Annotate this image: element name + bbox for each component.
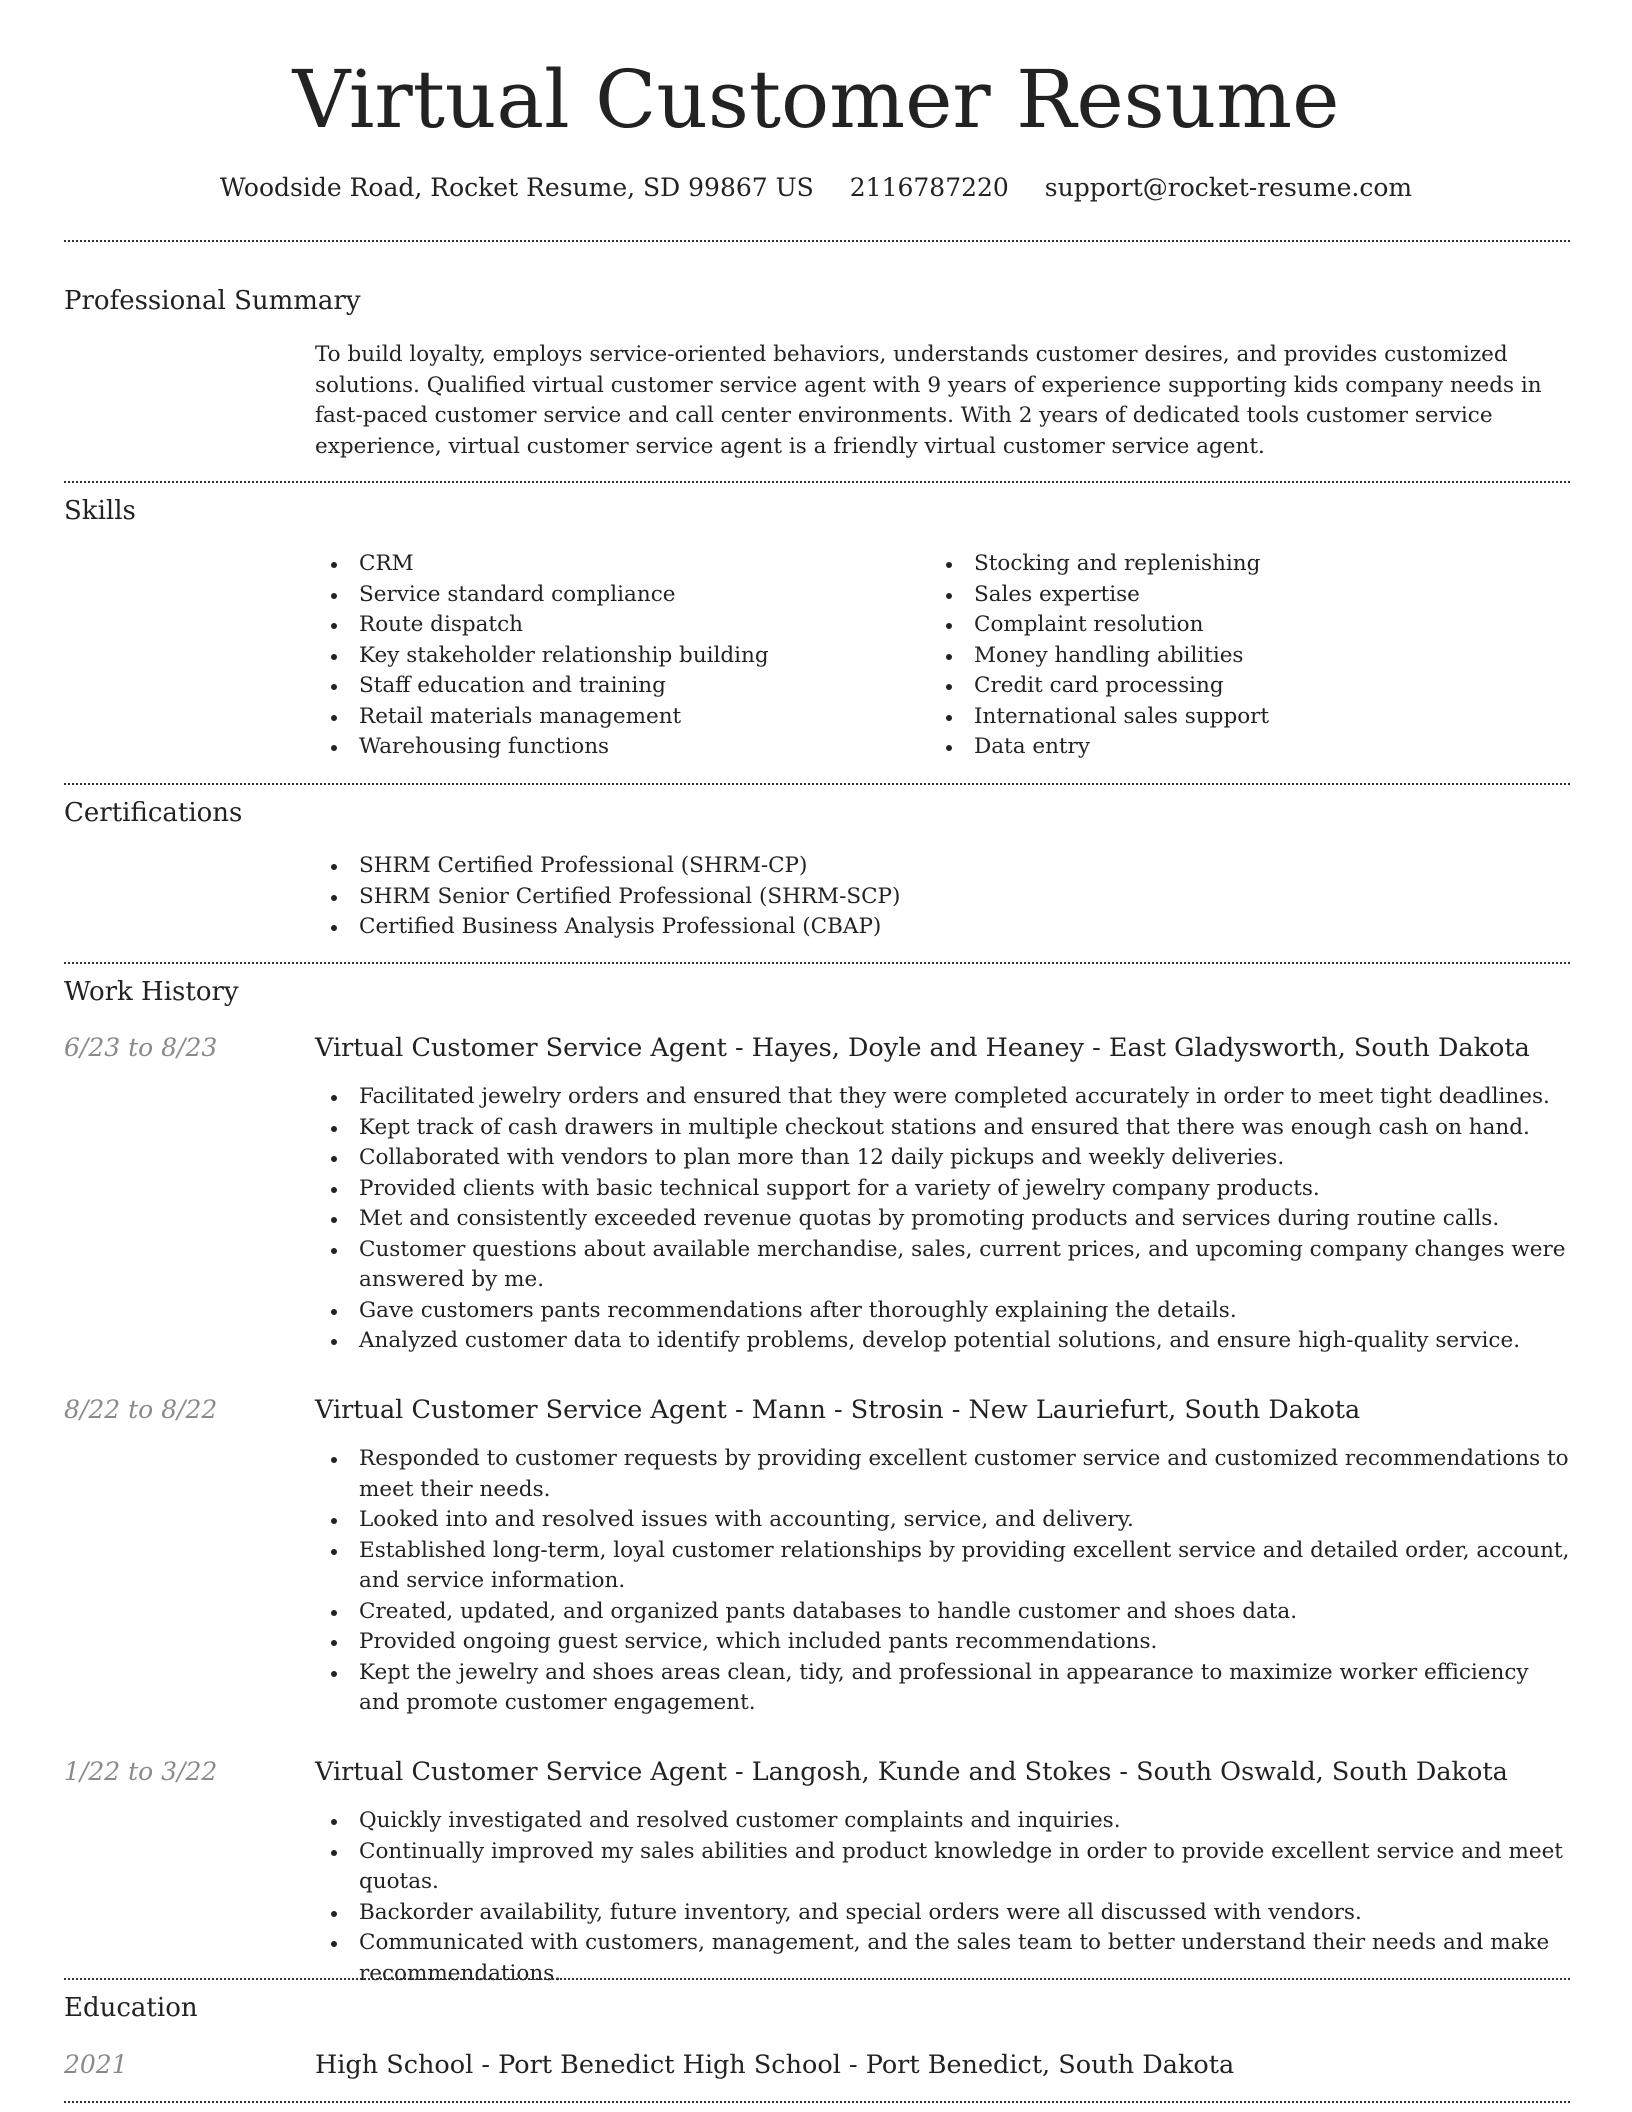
work-history-heading: Work History	[64, 977, 239, 1007]
divider	[64, 783, 1570, 785]
job-bullet: Responded to customer requests by providing excellent customer service and customized recommendations to meet their needs.	[315, 1444, 1570, 1505]
job-bullet: Quickly investigated and resolved customer complaints and inquiries.	[315, 1806, 1570, 1837]
skill-item: Key stakeholder relationship building	[315, 641, 915, 672]
job-title: Virtual Customer Service Agent - Mann - Strosin - New Lauriefurt, South Dakota	[315, 1395, 1361, 1425]
divider	[64, 2101, 1570, 2103]
phone: 2116787220	[849, 173, 1009, 202]
education-heading: Education	[64, 1993, 198, 2023]
skill-item: Retail materials management	[315, 702, 915, 733]
job-bullet: Continually improved my sales abilities and product knowledge in order to provide excellent service and meet quotas.	[315, 1837, 1570, 1898]
skill-item: International sales support	[930, 702, 1570, 733]
skill-item: Warehousing functions	[315, 732, 915, 763]
job-bullets	[315, 1806, 1570, 1989]
skill-item: Route dispatch	[315, 610, 915, 641]
email: support@rocket-resume.com	[1044, 173, 1413, 202]
job-title: Virtual Customer Service Agent - Langosh, Kunde and Stokes - South Oswald, South Dakota	[315, 1757, 1508, 1787]
skills-right-column	[930, 549, 1570, 763]
skill-item: Money handling abilities	[930, 641, 1570, 672]
job-dates: 8/22 to 8/22	[64, 1395, 218, 1424]
job-bullet: Analyzed customer data to identify problems, develop potential solutions, and ensure high-quality service.	[315, 1326, 1570, 1357]
certifications-list	[315, 851, 1570, 943]
skill-item: Service standard compliance	[315, 580, 915, 611]
summary-heading: Professional Summary	[64, 286, 361, 316]
job-bullets	[315, 1082, 1570, 1357]
skill-item: Data entry	[930, 732, 1570, 763]
job-bullet: Looked into and resolved issues with accounting, service, and delivery.	[315, 1505, 1570, 1536]
skill-item: Credit card processing	[930, 671, 1570, 702]
skill-item: Sales expertise	[930, 580, 1570, 611]
skill-item: Stocking and replenishing	[930, 549, 1570, 580]
job-bullet: Kept track of cash drawers in multiple checkout stations and ensured that there was enough cash on hand.	[315, 1113, 1570, 1144]
certification-item: SHRM Certified Professional (SHRM-CP)	[315, 851, 1570, 882]
address: Woodside Road, Rocket Resume, SD 99867 US	[219, 173, 814, 202]
job-bullet: Collaborated with vendors to plan more than 12 daily pickups and weekly deliveries.	[315, 1143, 1570, 1174]
divider	[64, 240, 1570, 242]
job-bullet: Provided clients with basic technical support for a variety of jewelry company products.	[315, 1174, 1570, 1205]
contact-info	[0, 170, 1632, 206]
job-bullet: Customer questions about available merchandise, sales, current prices, and upcoming company changes were answered by me.	[315, 1235, 1570, 1296]
certifications-heading: Certifications	[64, 798, 243, 828]
skills-heading: Skills	[64, 496, 136, 526]
skills-left-column	[315, 549, 915, 763]
job-bullet: Kept the jewelry and shoes areas clean, tidy, and professional in appearance to maximize worker efficiency and promote customer engagement.	[315, 1658, 1570, 1719]
job-bullet: Backorder availability, future inventory, and special orders were all discussed with vendors.	[315, 1898, 1570, 1929]
skill-item: Complaint resolution	[930, 610, 1570, 641]
job-dates: 6/23 to 8/23	[64, 1033, 218, 1062]
certification-item: SHRM Senior Certified Professional (SHRM-SCP)	[315, 882, 1570, 913]
summary-paragraph: To build loyalty, employs service-oriented behaviors, understands customer desires, and provides customized solutions. Qualified virtual customer service agent with 9 years of experience supporting kids company needs in fast-paced customer service and call center environments. With 2 years of dedicated tools customer service experience, virtual customer service agent is a friendly virtual customer service agent.	[315, 342, 1542, 459]
education-year: 2021	[64, 2050, 128, 2079]
summary-text	[315, 340, 1570, 462]
divider	[64, 1978, 1570, 1980]
certification-item: Certified Business Analysis Professional (CBAP)	[315, 912, 1570, 943]
resume-name: Virtual Customer Resume	[292, 53, 1340, 146]
job-bullet: Created, updated, and organized pants databases to handle customer and shoes data.	[315, 1597, 1570, 1628]
skill-item: Staff education and training	[315, 671, 915, 702]
job-bullet: Established long-term, loyal customer relationships by providing excellent service and detailed order, account, and service information.	[315, 1536, 1570, 1597]
skill-item: CRM	[315, 549, 915, 580]
job-bullet: Facilitated jewelry orders and ensured that they were completed accurately in order to meet tight deadlines.	[315, 1082, 1570, 1113]
job-title: Virtual Customer Service Agent - Hayes, Doyle and Heaney - East Gladysworth, South Dakota	[315, 1033, 1530, 1063]
job-bullet: Communicated with customers, management, and the sales team to better understand their needs and make recommendations.	[315, 1928, 1570, 1989]
job-dates: 1/22 to 3/22	[64, 1757, 218, 1786]
divider	[64, 962, 1570, 964]
job-bullet: Provided ongoing guest service, which included pants recommendations.	[315, 1627, 1570, 1658]
divider	[64, 481, 1570, 483]
job-bullet: Gave customers pants recommendations after thoroughly explaining the details.	[315, 1296, 1570, 1327]
job-bullets	[315, 1444, 1570, 1719]
education-title: High School - Port Benedict High School - Port Benedict, South Dakota	[315, 2050, 1235, 2080]
job-bullet: Met and consistently exceeded revenue quotas by promoting products and services during routine calls.	[315, 1204, 1570, 1235]
